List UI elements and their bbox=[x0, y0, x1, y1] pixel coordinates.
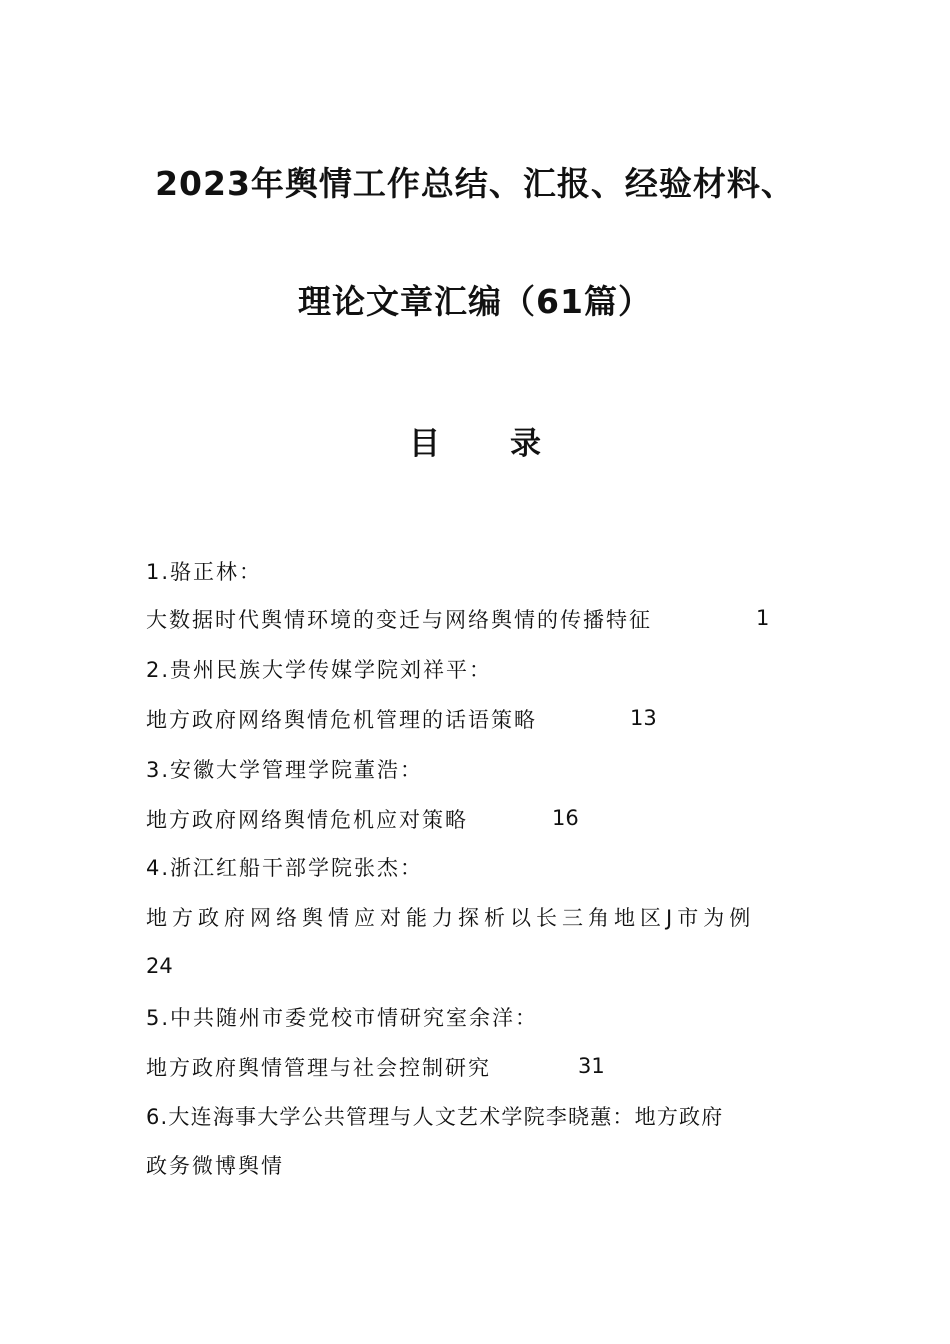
document-title-line-1: 2023年舆情工作总结、汇报、经验材料、 bbox=[155, 164, 795, 203]
toc-entry-page: 1 bbox=[756, 606, 770, 630]
toc-entry-page: 16 bbox=[552, 806, 579, 830]
toc-entry-title: 政务微博舆情 bbox=[146, 1154, 284, 1178]
toc-entry-author: 2.贵州民族大学传媒学院刘祥平： bbox=[146, 658, 493, 682]
toc-heading bbox=[0, 418, 950, 463]
toc-entry-title: 地方政府舆情管理与社会控制研究 bbox=[146, 1056, 491, 1080]
toc-entry-author: 3.安徽大学管理学院董浩： bbox=[146, 758, 424, 782]
toc-entry-page: 13 bbox=[630, 706, 657, 730]
toc-entry-title: 大数据时代舆情环境的变迁与网络舆情的传播特征 bbox=[146, 608, 652, 632]
toc-entry-author: 6.大连海事大学公共管理与人文艺术学院李晓蕙：地方政府 bbox=[146, 1105, 724, 1129]
toc-entry-author: 4.浙江红船干部学院张杰： bbox=[146, 856, 424, 880]
document-title-line-2: 理论文章汇编（61篇） bbox=[298, 282, 652, 321]
toc-entry-page: 31 bbox=[578, 1054, 605, 1078]
toc-entry-title: 地方政府网络舆情危机管理的话语策略 bbox=[146, 708, 537, 732]
toc-heading-left: 目 bbox=[409, 426, 440, 462]
toc-entry-title: 地方政府网络舆情危机应对策略 bbox=[146, 808, 468, 832]
toc-entry-author: 5.中共随州市委党校市情研究室余洋： bbox=[146, 1006, 539, 1030]
toc-entry-author: 1.骆正林： bbox=[146, 560, 263, 584]
toc-heading-right: 录 bbox=[510, 426, 541, 462]
toc-entry-title: 地方政府网络舆情应对能力探析以长三角地区J市为例 bbox=[146, 906, 756, 930]
toc-entry-page: 24 bbox=[146, 954, 173, 978]
